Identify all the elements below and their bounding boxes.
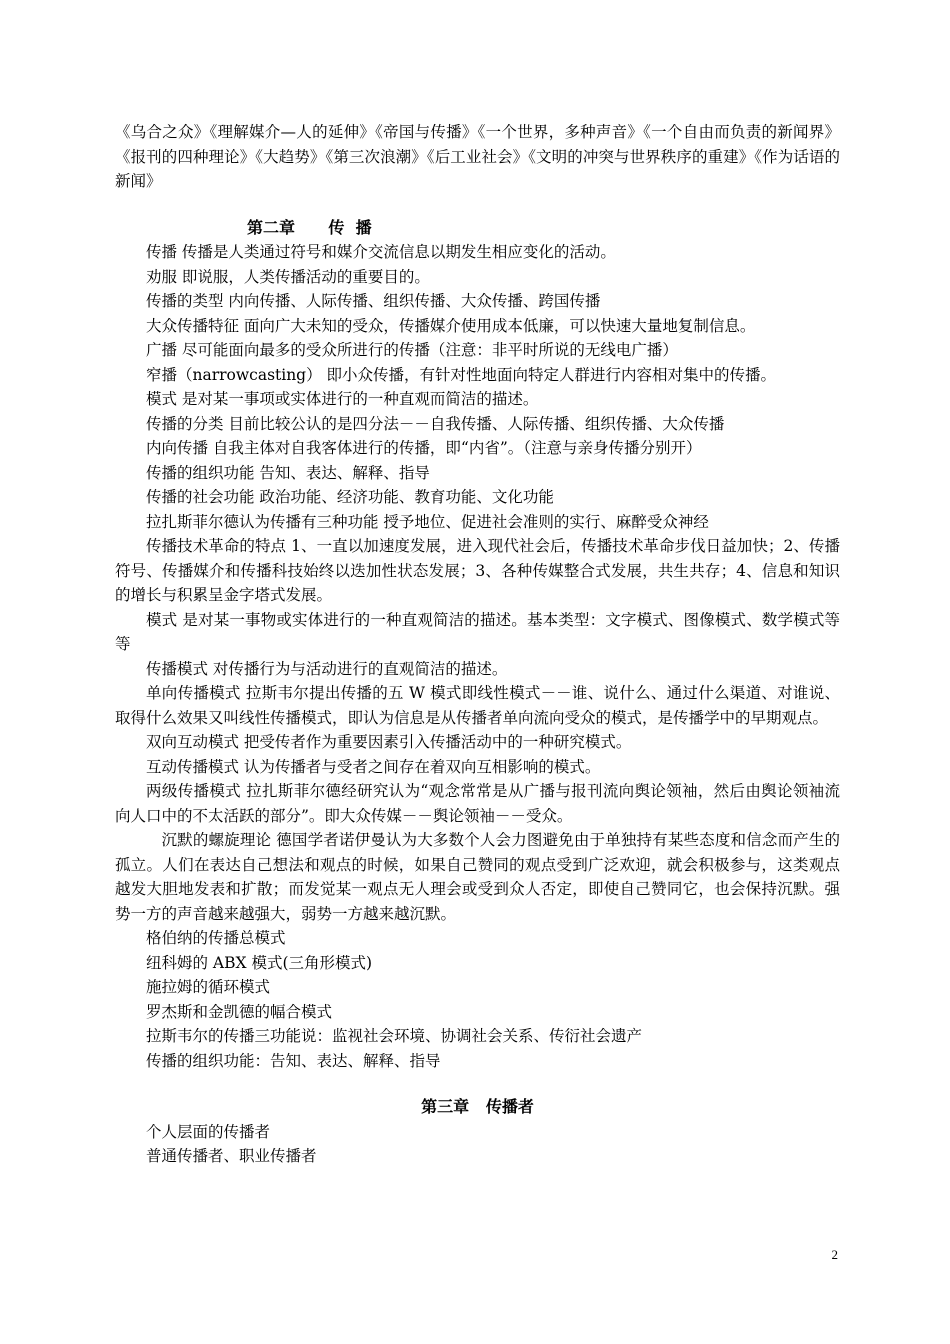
chapter-2-paragraph: 单向传播模式 拉斯韦尔提出传播的五 W 模式即线性模式－－谁、说什么、通过什么渠道、对谁说、取得什么效果又叫线性传播模式，即认为信息是从传播者单向流向受众的模式，是传播学中的早期观点。	[115, 684, 840, 727]
book-list-paragraph: 《乌合之众》《理解媒介—人的延伸》《帝国与传播》《一个世界，多种声音》《一个自由而负责的新闻界》《报刊的四种理论》《大趋势》《第三次浪潮》《后工业社会》《文明的冲突与世界秩序的重建》《作为话语的新闻》	[115, 123, 840, 190]
model-list-item: 格伯纳的传播总模式	[146, 929, 286, 947]
chapter-2-paragraph: 传播的社会功能 政治功能、经济功能、教育功能、文化功能	[146, 488, 554, 506]
chapter-2-heading: 第二章 传 播	[247, 217, 372, 237]
chapter-2-paragraph: 传播的分类 目前比较公认的是四分法－－自我传播、人际传播、组织传播、大众传播	[146, 414, 725, 433]
chapter-3-paragraph: 个人层面的传播者	[146, 1122, 271, 1141]
chapter-2-paragraph: 传播 传播是人类通过符号和媒介交流信息以期发生相应变化的活动。	[146, 243, 616, 261]
chapter-2-paragraph: 两级传播模式 拉扎斯菲尔德经研究认为“观念常常是从广播与报刊流向舆论领袖，然后由舆论领袖流向人口中的不太活跃的部分”。即大众传媒－－舆论领袖－－受众。	[115, 782, 840, 825]
chapter-2-paragraph: 互动传播模式 认为传播者与受者之间存在着双向互相影响的模式。	[146, 757, 601, 776]
chapter-2-paragraph: 传播的类型 内向传播、人际传播、组织传播、大众传播、跨国传播	[146, 292, 601, 310]
chapter-2-paragraph: 大众传播特征 面向广大未知的受众，传播媒介使用成本低廉，可以快速大量地复制信息。	[146, 316, 756, 335]
chapter-2-paragraph: 模式 是对某一事物或实体进行的一种直观简洁的描述。基本类型：文字模式、图像模式、数学模式等等	[115, 610, 840, 653]
chapter-2-paragraph: 双向互动模式 把受传者作为重要因素引入传播活动中的一种研究模式。	[146, 733, 632, 751]
chapter-3-body	[115, 1120, 840, 1169]
model-list-item: 罗杰斯和金凯德的幅合模式	[146, 1002, 333, 1021]
page-number: 2	[831, 1247, 838, 1262]
chapter-2-body	[115, 240, 840, 1073]
chapter-2-paragraph: 传播模式 对传播行为与活动进行的直观简洁的描述。	[146, 659, 508, 678]
model-list-item: 传播的组织功能：告知、表达、解释、指导	[146, 1051, 441, 1070]
model-list-item: 纽科姆的 ABX 模式(三角形模式)	[146, 953, 373, 972]
chapter-2-paragraph: 传播技术革命的特点 1、一直以加速度发展，进入现代社会后，传播技术革命步伐日益加快；2、传播符号、传播媒介和传播科技始终以迭加性状态发展；3、各种传媒整合式发展，共生共存；4、信息和知识的增长与积累呈金字塔式发展。	[115, 537, 840, 604]
chapter-2-paragraph: 广播 尽可能面向最多的受众所进行的传播（注意：非平时所说的无线电广播）	[146, 341, 678, 359]
chapter-2-paragraph: 劝服 即说服，人类传播活动的重要目的。	[146, 267, 430, 286]
chapter-2-paragraph: 模式 是对某一事项或实体进行的一种直观而简洁的描述。	[146, 390, 539, 408]
chapter-2-paragraph: 内向传播 自我主体对自我客体进行的传播，即“内省”。（注意与亲身传播分别开）	[146, 439, 702, 457]
chapter-3-paragraph: 普通传播者、职业传播者	[146, 1147, 317, 1165]
chapter-3-heading: 第三章 传播者	[421, 1097, 534, 1116]
spiral-of-silence-paragraph: 沉默的螺旋理论 德国学者诺伊曼认为大多数个人会力图避免由于单独持有某些态度和信念而产生的孤立。人们在表达自己想法和观点的时候，如果自己赞同的观点受到广泛欢迎，就会积极参与，这类观点越发大胆地发表和扩散；而发觉某一观点无人理会或受到众人否定，即使自己赞同它，也会保持沉默。强势一方的声音越来越强大，弱势一方越来越沉默。	[115, 831, 840, 923]
chapter-2-paragraph: 窄播（narrowcasting） 即小众传播，有针对性地面向特定人群进行内容相对集中的传播。	[146, 365, 777, 384]
chapter-2-paragraph: 拉扎斯菲尔德认为传播有三种功能 授予地位、促进社会准则的实行、麻醉受众神经	[146, 512, 709, 531]
model-list-item: 拉斯韦尔的传播三功能说：监视社会环境、协调社会关系、传衍社会遗产	[146, 1027, 643, 1045]
model-list-item: 施拉姆的循环模式	[146, 978, 271, 996]
page-content	[115, 120, 840, 1169]
chapter-2-paragraph: 传播的组织功能 告知、表达、解释、指导	[146, 463, 430, 482]
